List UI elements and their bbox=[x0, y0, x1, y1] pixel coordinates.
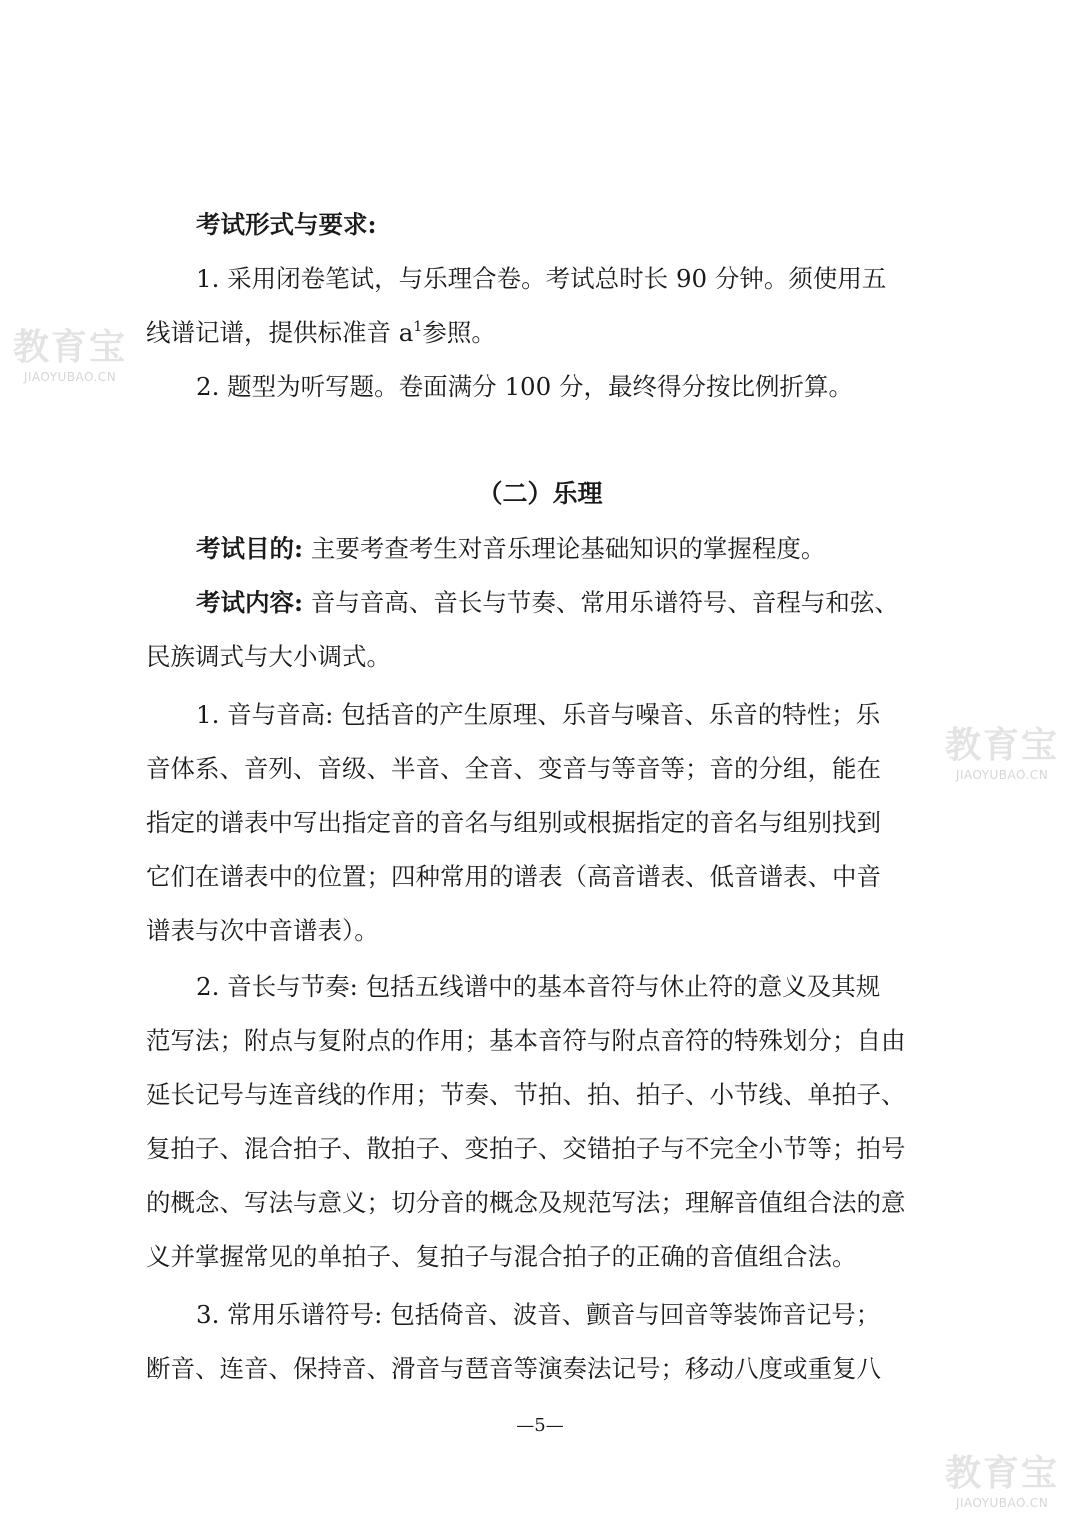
exam-purpose-text: 主要考查考生对音乐理论基础知识的掌握程度。 bbox=[310, 534, 826, 563]
paragraph-2-line: 2. 音长与节奏: 包括五线谱中的基本音符与休止符的意义及其规 bbox=[196, 972, 881, 1001]
paragraph-3-line: 断音、连音、保持音、滑音与琶音等演奏法记号；移动八度或重复八 bbox=[146, 1354, 881, 1383]
superscript-one: 1 bbox=[413, 319, 423, 335]
exam-form-item-1-text-a: 线谱记谱，提供标准音 a bbox=[146, 318, 414, 347]
watermark-site-text: JIAOYUBAO.CN bbox=[955, 768, 1049, 782]
watermark-logo bbox=[940, 1452, 1064, 1516]
paragraph-2-line: 复拍子、混合拍子、散拍子、变拍子、交错拍子与不完全小节等；拍号 bbox=[146, 1134, 906, 1163]
exam-form-heading: 考试形式与要求: bbox=[196, 210, 377, 239]
exam-form-item-1-line-2 bbox=[146, 316, 936, 350]
exam-form-item-1-line-1: 1. 采用闭卷笔试，与乐理合卷。考试总时长 90 分钟。须使用五 bbox=[196, 264, 887, 293]
watermark-logo-text: 教育宝 bbox=[12, 327, 127, 368]
paragraph-1-line: 1. 音与音高: 包括音的产生原理、乐音与噪音、乐音的特性；乐 bbox=[196, 700, 881, 729]
exam-content-line-1 bbox=[196, 586, 936, 620]
exam-content-text: 音与音高、音长与节奏、常用乐谱符号、音程与和弦、 bbox=[310, 588, 899, 617]
exam-form-item-1-text-b: 参照。 bbox=[422, 318, 496, 347]
paragraph-2-line: 范写法；附点与复附点的作用；基本音符与附点音符的特殊划分；自由 bbox=[146, 1026, 906, 1055]
paragraph-1-line: 谱表与次中音谱表）。 bbox=[146, 916, 379, 945]
paragraph-1-line: 它们在谱表中的位置；四种常用的谱表（高音谱表、低音谱表、中音 bbox=[146, 862, 881, 891]
page-number: —5— bbox=[516, 1415, 564, 1436]
watermark-logo bbox=[8, 326, 132, 390]
watermark-site-text: JIAOYUBAO.CN bbox=[955, 1496, 1049, 1510]
paragraph-3-line: 3. 常用乐谱符号: 包括倚音、波音、颤音与回音等装饰音记号； bbox=[196, 1300, 881, 1329]
section-title: （二）乐理 bbox=[477, 479, 603, 508]
paragraph-2-line: 的概念、写法与意义；切分音的概念及规范写法；理解音值组合法的意 bbox=[146, 1188, 906, 1217]
watermark-logo-text: 教育宝 bbox=[944, 1453, 1059, 1494]
exam-content-label: 考试内容: bbox=[196, 588, 304, 617]
paragraph-1-line: 指定的谱表中写出指定音的音名与组别或根据指定的音名与组别找到 bbox=[146, 808, 881, 837]
exam-purpose-label: 考试目的: bbox=[196, 534, 304, 563]
watermark-logo-text: 教育宝 bbox=[944, 725, 1059, 766]
paragraph-2-line: 义并掌握常见的单拍子、复拍子与混合拍子的正确的音值组合法。 bbox=[146, 1242, 857, 1271]
watermark-logo bbox=[940, 724, 1064, 788]
paragraph-2-line: 延长记号与连音线的作用；节奏、节拍、拍、拍子、小节线、单拍子、 bbox=[146, 1080, 906, 1109]
paragraph-1-line: 音体系、音列、音级、半音、全音、变音与等音等；音的分组，能在 bbox=[146, 754, 881, 783]
watermark-site-text: JIAOYUBAO.CN bbox=[23, 370, 117, 384]
exam-form-item-2: 2. 题型为听写题。卷面满分 100 分，最终得分按比例折算。 bbox=[196, 372, 853, 401]
exam-content-line-2: 民族调式与大小调式。 bbox=[146, 642, 391, 671]
exam-purpose bbox=[196, 532, 936, 566]
